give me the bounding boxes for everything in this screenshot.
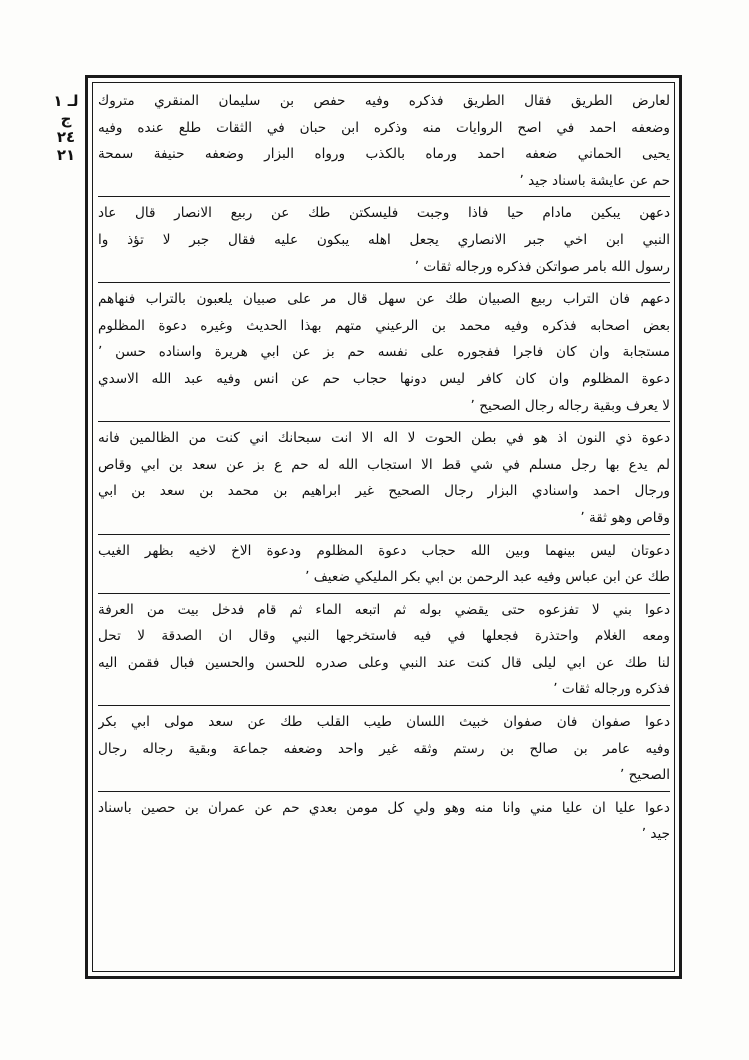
paragraph-divider	[98, 421, 670, 422]
text-line: وضعفه احمد في اصح الروايات منه وذكره ابن حبان في الثقات طلع عنده وفيه	[98, 119, 670, 136]
text-paragraph	[98, 538, 670, 591]
text-line: دعوا عليا ان عليا مني وانا منه وهو ولي كل مومن بعدي حم عن عمران بن حصين باسناد	[98, 799, 670, 816]
text-line: طك عن ابن عباس وفيه عبد الرحمن بن ابي بكر المليكي ضعيف ٬	[305, 569, 670, 586]
text-line: لنا طك عن ابي ليلى قال كنت عند النبي وعلى صدره للحسن والحسين فبال فقمن اليه	[98, 654, 670, 671]
text-line: دعوا بني لا تفزعوه حتى يقضي بوله ثم اتبعه الماء ثم قام فدخل بيت من العرفة	[98, 601, 670, 618]
text-line: يحيى الحماني ضعفه احمد ورماه بالكذب ورواه البزار وضعفه حنيفة سمحة	[98, 146, 670, 163]
text-line: حم عن عايشة باسناد جيد ٬	[519, 172, 670, 189]
text-line: دعوا صفوان فان صفوان خبيث اللسان طيب القلب طك عن سعد مولى ابي بكر	[98, 714, 670, 731]
paragraph-divider	[98, 791, 670, 792]
text-paragraph	[98, 200, 670, 280]
text-paragraph	[98, 88, 670, 194]
text-line: النبي ابن اخي جبر الانصاري يجعل اهله يبكون عليه فقال جبر لا تؤذ وا	[98, 231, 670, 248]
text-line: لعارض الطريق فقال الطريق فذكره وفيه حفص بن سليمان المنقري متروك	[98, 93, 670, 109]
text-line: الصحيح ٬	[619, 767, 670, 784]
text-paragraph	[98, 425, 670, 531]
text-line: ومعه الغلام واحتذرة فجعلها في فيه فاستخرجها النبي وقال ان الصدقة لا تحل	[98, 628, 670, 645]
paragraph-divider	[98, 196, 670, 197]
paragraph-divider	[98, 534, 670, 535]
margin-note-line: لـ ١ ج	[53, 92, 79, 128]
text-line: وفيه عامر بن صالح بن رستم وثقه غير واحد وضعفه جماعة وبقية رجاله رجال	[98, 740, 670, 757]
paragraph-divider	[98, 282, 670, 283]
margin-folio-note	[48, 92, 84, 164]
manuscript-text-body	[98, 88, 670, 960]
text-line: دعوة المظلوم وان كان كافر ليس دونها حجاب حم عن انس وفيه عبد الله الاسدي	[98, 370, 670, 387]
paragraph-divider	[98, 705, 670, 706]
text-paragraph	[98, 597, 670, 703]
text-line: ورجال احمد واسنادي البزار رجال الصحيح غير ابراهيم بن محمد بن سعد بن ابي	[98, 483, 670, 500]
text-line: مستجابة وان كان فاجرا ففجوره على نفسه حم بز عن ابي هريرة واسناده حسن ٬	[98, 344, 670, 361]
text-line: بعض اصحابه فذكره وفيه محمد بن الرعيني متهم بهذا الحديث وغيره دعوة المظلوم	[98, 317, 670, 334]
text-paragraph	[98, 286, 670, 419]
text-paragraph	[98, 795, 670, 848]
text-line: لم يدع بها رجل مسلم في شي قط الا استجاب الله له حم ع بز عن سعد بن ابي وقاص	[98, 456, 670, 473]
text-line: لا يعرف وبقية رجاله رجال الصحيح ٬	[470, 397, 670, 414]
margin-note-line: ٢٤	[56, 128, 76, 146]
paragraph-divider	[98, 593, 670, 594]
text-line: دعوتان ليس بينهما وبين الله حجاب دعوة المظلوم ودعوة الاخ لاخيه بظهر الغيب	[98, 542, 670, 559]
margin-note-line: ٢١	[56, 146, 76, 164]
text-line: رسول الله بامر صواتكن فذكره ورجاله ثقات ٬	[414, 258, 670, 275]
text-line: دعهم فان التراب ربيع الصبيان طك عن سهل قال مر على صبيان يلعبون بالتراب فنهاهم	[98, 291, 670, 308]
text-line: جيد ٬	[641, 826, 670, 843]
text-line: دعهن يبكين مادام حيا فاذا وجبت فليسكتن طك عن ربيع الانصار قال عاد	[98, 205, 670, 222]
text-line: فذكره ورجاله ثقات ٬	[553, 681, 670, 698]
text-paragraph	[98, 709, 670, 789]
text-line: دعوة ذي النون اذ هو في بطن الحوت لا اله الا انت سبحانك اني كنت من الظالمين فانه	[98, 430, 670, 447]
text-line: وقاص وهو ثقة ٬	[580, 509, 670, 526]
